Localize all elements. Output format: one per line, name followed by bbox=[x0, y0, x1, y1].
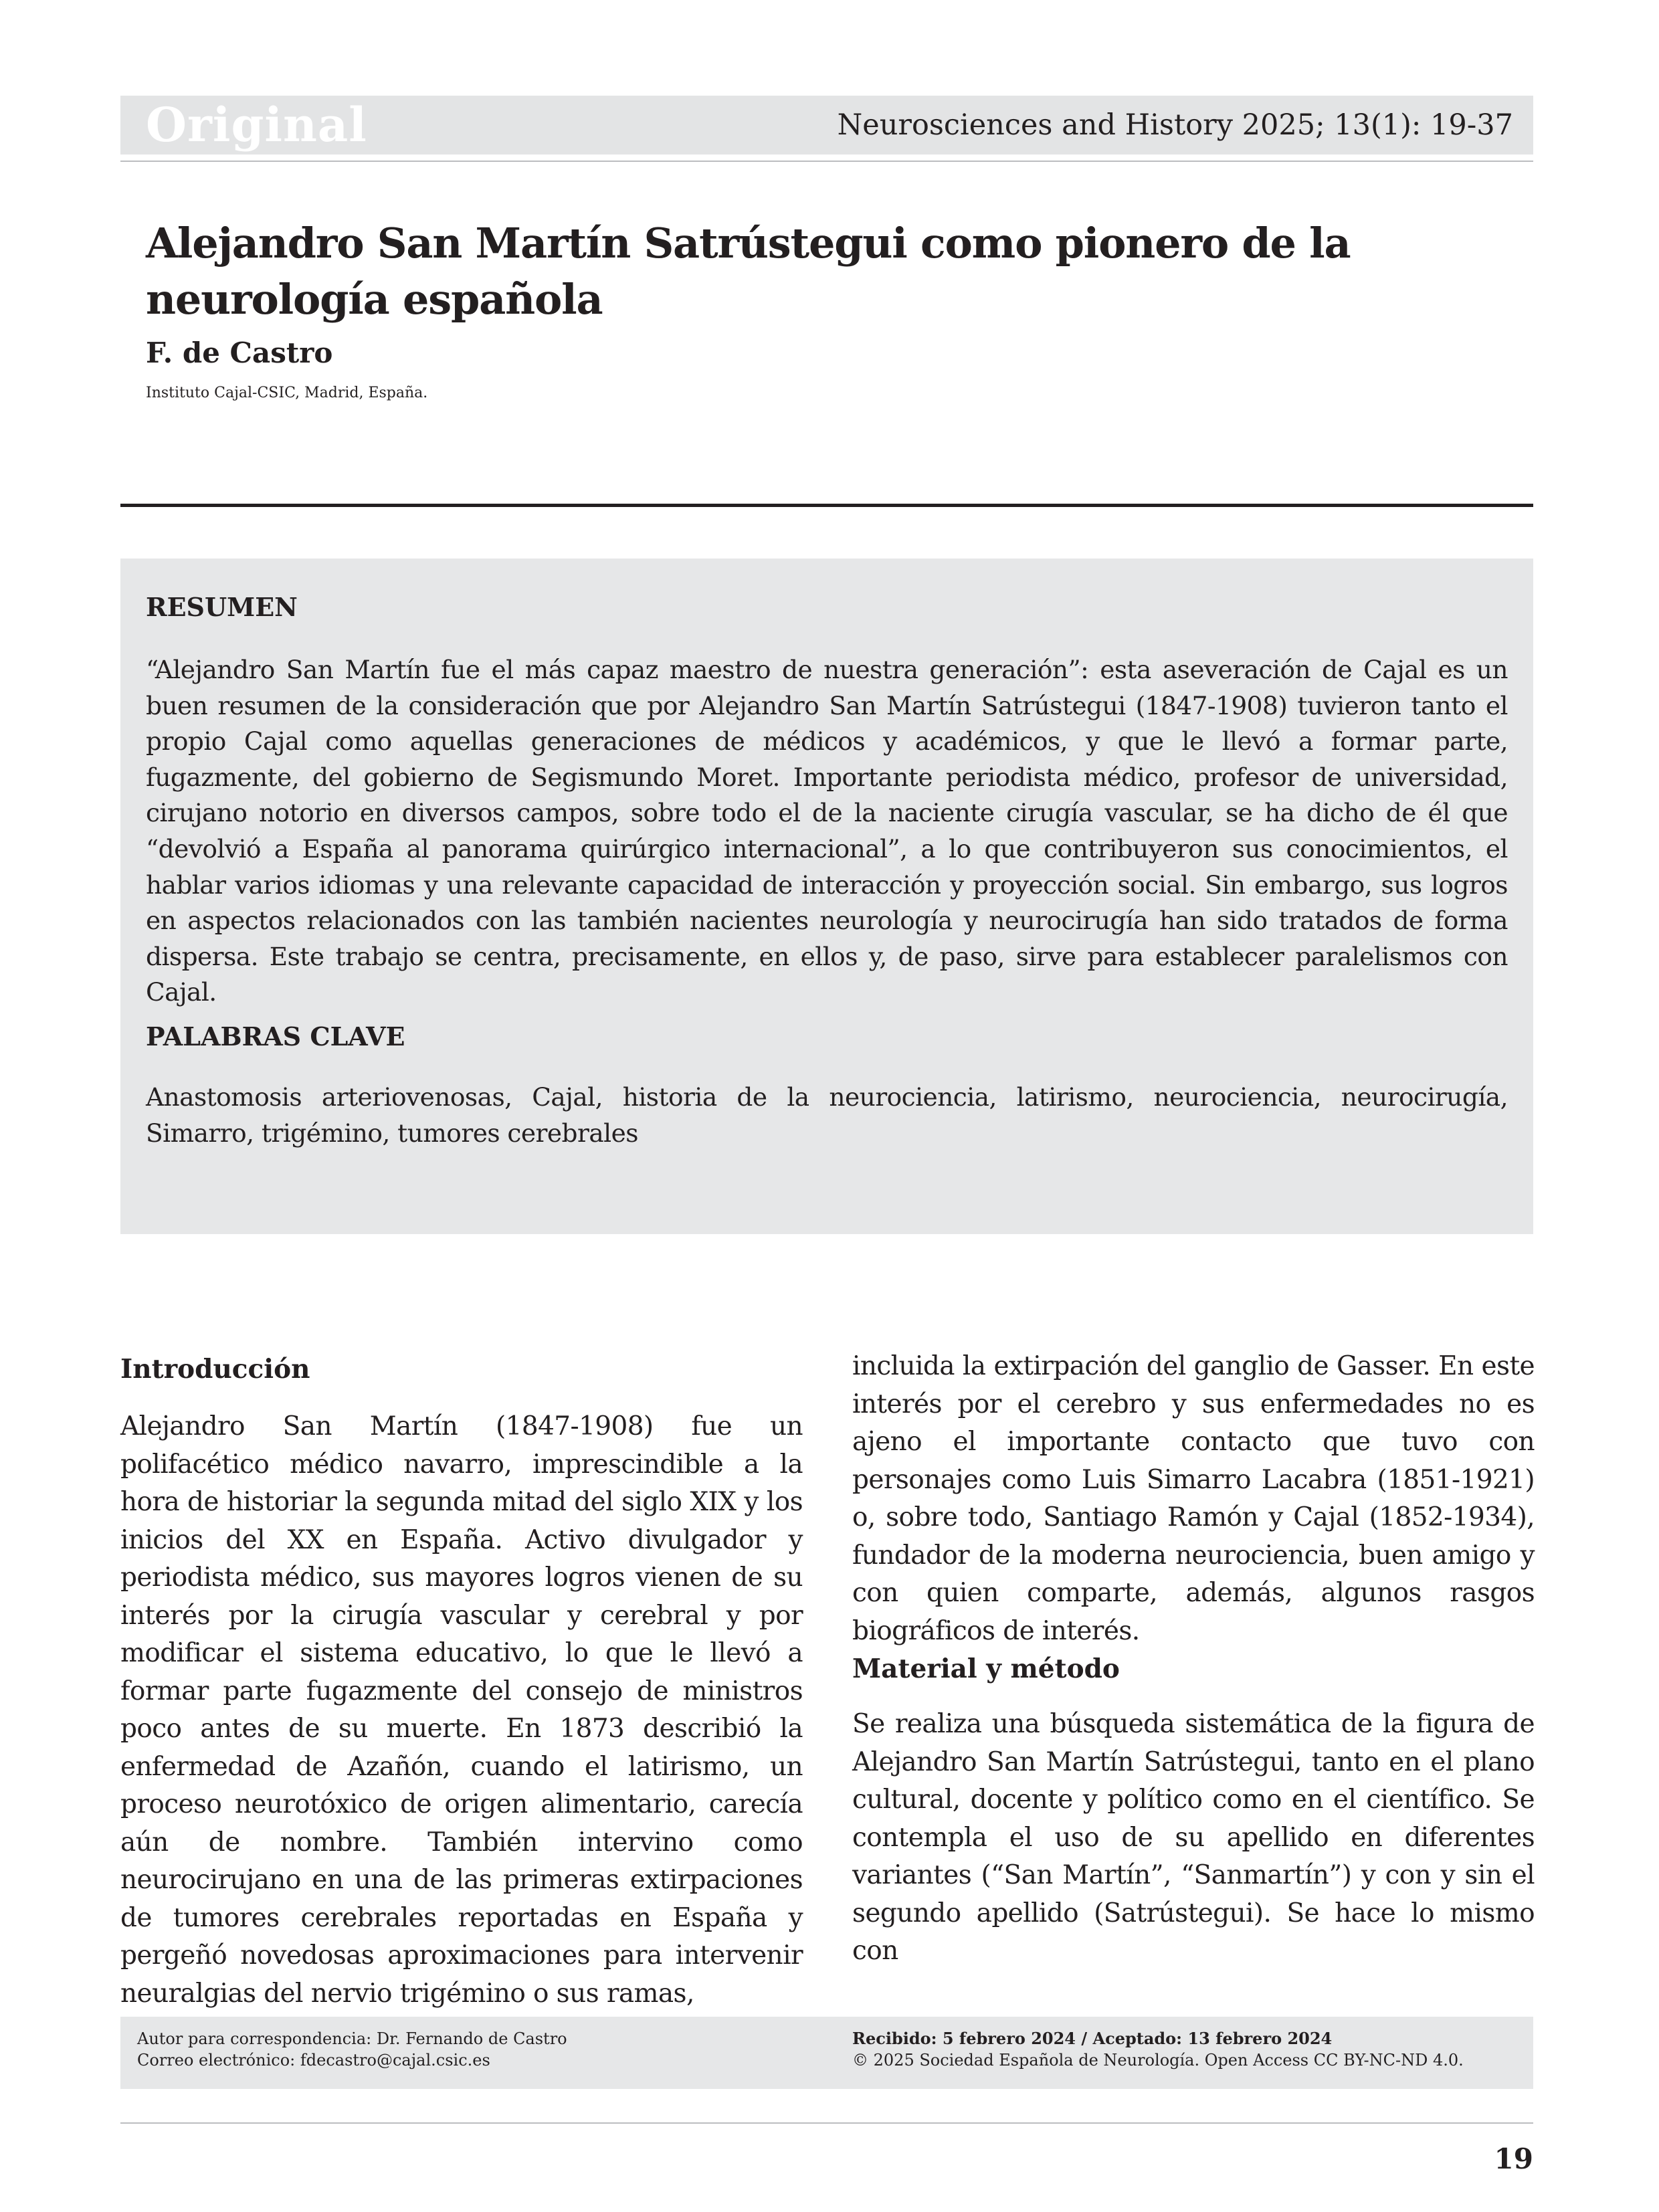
introduction-heading: Introducción bbox=[120, 1354, 310, 1385]
header-divider bbox=[120, 161, 1533, 162]
introduction-text: Alejandro San Martín (1847-1908) fue un polifacético médico navarro, imprescindible a la hora de historiar la segunda mitad del siglo XIX y los inicios del XX en España. Activo divulgador y periodista médico, sus mayores logros vienen de su interés por la cirugía vascular y cerebral y por modificar el sistema educativo, lo que le llevó a formar parte fugazmente del consejo de ministros poco antes de su muerte. En 1873 describió la enfermedad de Azañón, cuando el latirismo, un proceso neurotóxico de origen alimentario, carecía aún de nombre. También intervino como neurocirujano en una de las primeras extirpaciones de tumores cerebrales reportadas en España y pergeñó novedosas aproximaciones para intervenir neuralgias del nervio trigémino o sus ramas, bbox=[120, 1411, 803, 2009]
correspondence-author: Autor para correspondencia: Dr. Fernando de Castro bbox=[137, 2029, 567, 2048]
introduction-continued-text: incluida la extirpación del ganglio de Gasser. En este interés por el cerebro y sus enfermedades no es ajeno el importante contacto que tuvo con personajes como Luis Simarro Lacabra (1851-1921) o, sobre todo, Santiago Ramón y Cajal (1852-1934), fundador de la moderna neurociencia, buen amigo y con quien comparte, además, algunos rasgos biográficos de interés. bbox=[852, 1351, 1535, 1646]
abstract-text: “Alejandro San Martín fue el más capaz maestro de nuestra generación”: esta aseveración de Cajal es un buen resumen de la consideración que por Alejandro San Martín Satrústegui (1847-1908) tuvieron tanto el propio Cajal como aquellas generaciones de médicos y académicos, y que le llevó a formar parte, fugazmente, del gobierno de Segismundo Moret. Importante periodista médico, profesor de universidad, cirujano notorio en diversos campos, sobre todo el de la naciente cirugía vascular, se ha dicho de él que “devolvió a España al panorama quirúrgico internacional”, a lo que contribuyeron sus conocimientos, el hablar varios idiomas y una relevante capacidad de interacción y proyección social. Sin embargo, sus logros en aspectos relacionados con las también nacientes neurología y neurocirugía han sido tratados de forma dispersa. Este trabajo se centra, precisamente, en ellos y, de paso, sirve para establecer paralelismos con Cajal. bbox=[146, 655, 1508, 1007]
journal-citation: Neurosciences and History 2025; 13(1): 19-37 bbox=[837, 108, 1513, 142]
author-name: F. de Castro bbox=[146, 336, 333, 369]
methods-heading: Material y método bbox=[852, 1653, 1120, 1684]
title-divider bbox=[120, 504, 1533, 507]
publication-info-block bbox=[852, 2028, 1464, 2071]
section-tag: Original bbox=[146, 97, 367, 153]
footer-divider bbox=[120, 2122, 1533, 2124]
page-number: 19 bbox=[1494, 2142, 1533, 2175]
keywords-text: Anastomosis arteriovenosas, Cajal, historia de la neurociencia, latirismo, neurociencia, neurocirugía, Simarro, trigémino, tumores cerebrales bbox=[146, 1082, 1508, 1148]
correspondence-email: Correo electrónico: fdecastro@cajal.csic.es bbox=[137, 2051, 490, 2070]
received-accepted-dates: Recibido: 5 febrero 2024 / Aceptado: 13 febrero 2024 bbox=[852, 2029, 1333, 2048]
article-title: Alejandro San Martín Satrústegui como pionero de la neurología española bbox=[146, 219, 1351, 324]
methods-text: Se realiza una búsqueda sistemática de la figura de Alejandro San Martín Satrústegui, tanto en el plano cultural, docente y político como en el científico. Se contempla el uso de su apellido en diferentes variantes (“San Martín”, “Sanmartín”) y con y sin el segundo apellido (Satrústegui). Se hace lo mismo con bbox=[852, 1709, 1535, 1966]
author-affiliation: Instituto Cajal-CSIC, Madrid, España. bbox=[146, 385, 428, 401]
keywords-heading: PALABRAS CLAVE bbox=[146, 1021, 405, 1051]
correspondence-block bbox=[137, 2028, 567, 2071]
license-text: © 2025 Sociedad Española de Neurología. Open Access CC BY-NC-ND 4.0. bbox=[852, 2051, 1464, 2070]
abstract-heading: RESUMEN bbox=[146, 592, 298, 622]
